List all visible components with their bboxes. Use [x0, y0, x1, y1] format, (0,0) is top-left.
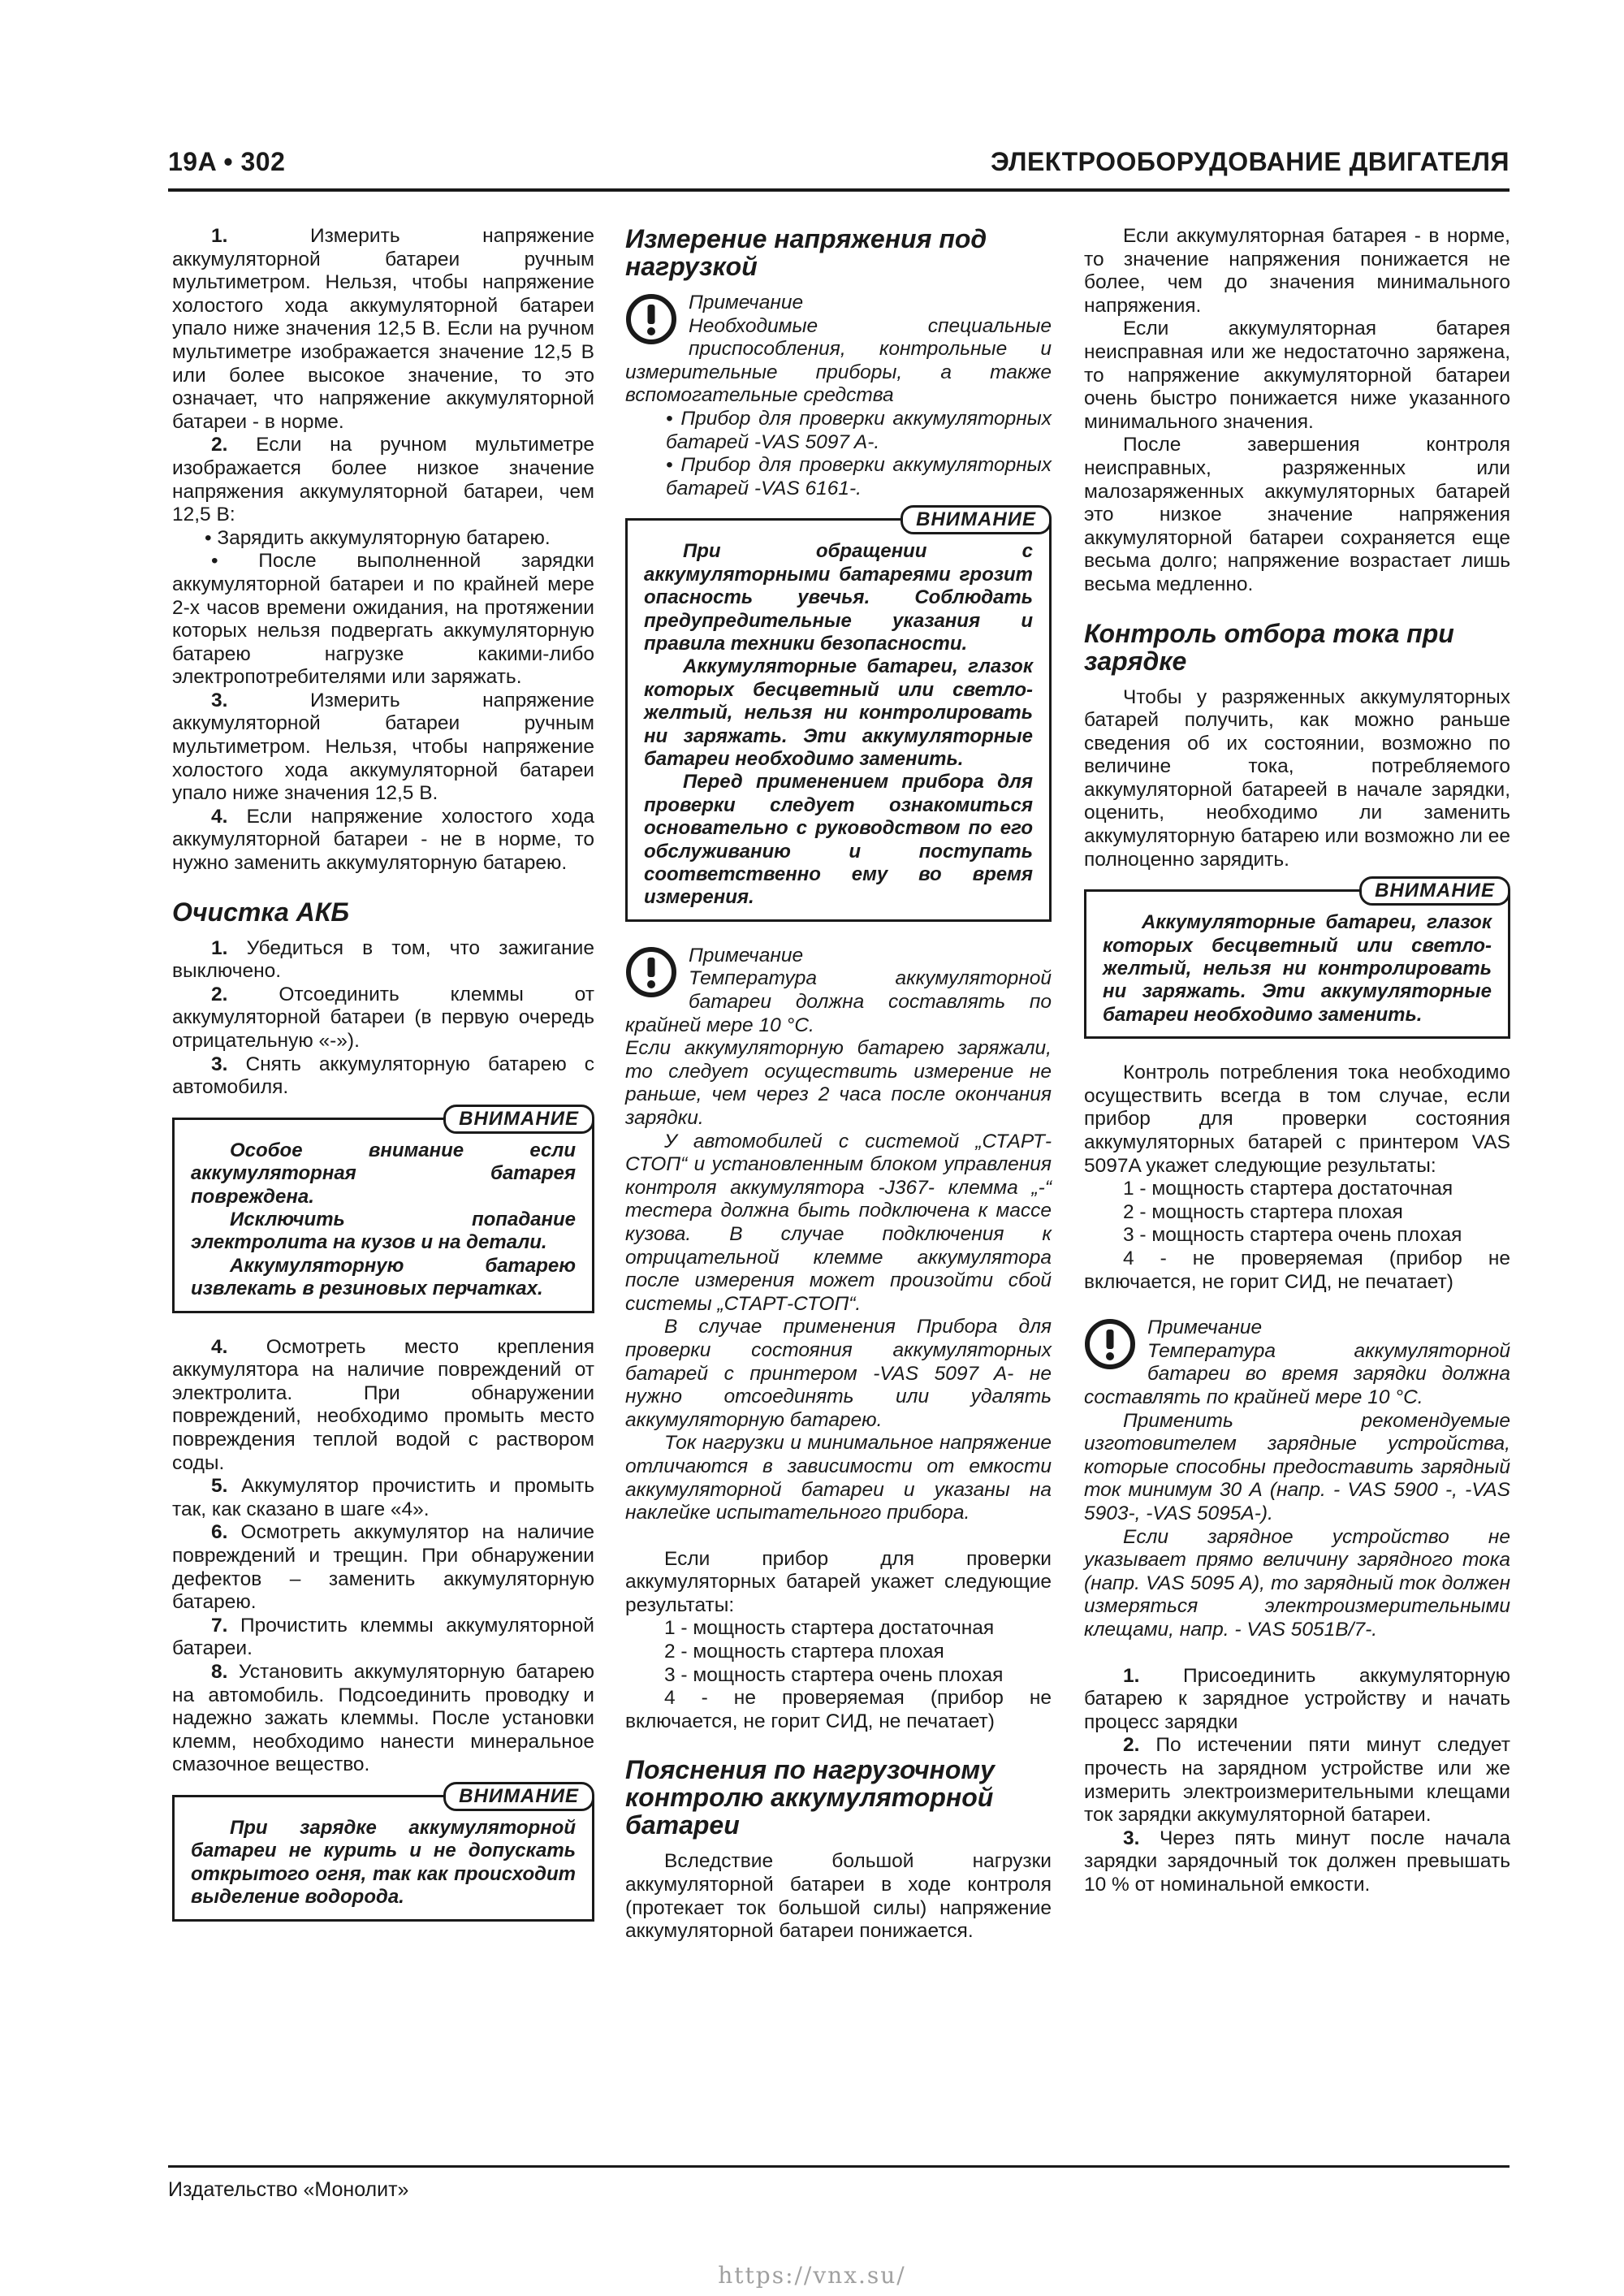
section-heading-clean: Очистка АКБ: [172, 897, 350, 927]
step-paragraph: 1. Убедиться в том, что зажигание выключено.: [172, 936, 594, 983]
column-right: [1084, 225, 1510, 1896]
step-paragraph: 3. Измерить напряжение аккумуляторной батареи ручным мультиметром. Нельзя, чтобы напряжение холостого хода аккумуляторной батареи упало ниже значения 12,5 В.: [172, 689, 594, 805]
bullet-item: • Зарядить аккумуляторную батарею.: [205, 526, 551, 549]
section-heading-explanation: Пояснения по нагрузочному контролю аккумуляторной батареи: [625, 1755, 995, 1840]
result-item: 1 - мощность стартера достаточная: [664, 1617, 995, 1640]
step-paragraph: 3. Через пять минут после начала зарядки зарядочный ток должен превышать 10 % от номинальной емкости.: [1084, 1827, 1511, 1896]
step-paragraph: 4. Осмотреть место крепления аккумулятора на наличие повреждений от электролита. При обнаружении повреждений, необходимо промыть место повреждения теплой водой с раствором соды.: [172, 1335, 594, 1474]
exclamation-icon: [625, 293, 677, 345]
warning-label: ВНИМАНИЕ: [1359, 876, 1510, 906]
note-block: Примечание Температура аккумуляторной батареи во время зарядки должна составлять по крайней мере 10 °C. Применить рекомендуемые изготовителем зарядные устройства, которые способны предоставить зарядный ток минимум 30 А (напр. - VAS 5900 -, -VAS 5903-, -VAS 5095A-). Если зарядное устройство не указывает прямо величину зарядного тока (напр. VAS 5095 A), то зарядный ток должен измеряться электроизмерительными клещами, напр. - VAS 5051B/7-.: [1084, 1317, 1510, 1641]
warning-box: ВНИМАНИЕ При зарядке аккумуляторной батареи не курить и не допускать открытого огня, так как происходит выделение водорода.: [172, 1795, 594, 1922]
warning-box: ВНИМАНИЕ При обращении с аккумуляторными батареями грозит опасность увечья. Соблюдать предупредительные указания и правила техники безопасности. Аккумуляторные батареи, глазок которых бесцветный или светло-желтый, нельзя ни контролировать ни заряжать. Эти аккумуляторные батареи необходимо заменить. Перед применением прибора для проверки следует ознакомиться основательно с руководством по его обслуживанию и поступать соответственно ему во время измерения.: [625, 518, 1052, 922]
step-paragraph: 1. Измерить напряжение аккумуляторной батареи ручным мультиметром. Нельзя, чтобы напряжение холостого хода аккумуляторной батареи упало ниже значения 12,5 В. Если на ручном мультиметре изображается значение 12,5 В или более высокое значение, то это означает, что напряжение аккумуляторной батареи - в норме.: [172, 225, 594, 433]
warning-label: ВНИМАНИЕ: [901, 505, 1052, 534]
bullet-item: • После выполненной зарядки аккумуляторной батареи и по крайней мере 2-х часов времени ожидания, на протяжении которых нельзя подвергать аккумуляторную батарею нагрузке какими-либо электропотребителями или заряжать.: [172, 550, 594, 689]
note-block: Примечание Необходимые специальные приспособления, контрольные и измерительные приборы, а также вспомогательные средства • Прибор для проверки аккумуляторных батарей -VAS 5097 A-. • Прибор для проверки аккумуляторных батарей -VAS 6161-.: [625, 292, 1052, 499]
body-paragraph: Если аккумуляторная батарея неисправная или же недостаточно заряжена, то напряжение аккумуляторной батареи очень быстро понижается ниже указанного минимального значения.: [1084, 318, 1510, 433]
body-paragraph: После завершения контроля неисправных, разряженных или малозаряженных аккумуляторных батарей это низкое значение напряжения аккумуляторной батареи сохраняется еще весьма долго; напряжение возрастает лишь весьма медленно.: [1084, 434, 1510, 595]
step-paragraph: 2. Если на ручном мультиметре изображается более низкое значение напряжения аккумуляторной батареи, чем 12,5 В:: [172, 434, 594, 526]
result-item: 4 - не проверяемая (прибор не включается, не горит СИД, не печатает): [625, 1687, 1052, 1732]
warning-box: ВНИМАНИЕ Аккумуляторные батареи, глазок которых бесцветный или светло-желтый, нельзя ни контролировать ни заряжать. Эти аккумуляторные батареи необходимо заменить.: [1084, 889, 1510, 1039]
body-paragraph: Если аккумуляторная батарея - в норме, то значение напряжения понижается не более, чем до значения минимального напряжения.: [1084, 225, 1510, 317]
note-block: Примечание Температура аккумуляторной батареи должна составлять по крайней мере 10 °C. Если аккумуляторную батарею заряжали, то следует осуществить измерение не раньше, чем через 2 часа после окончания зарядки. У автомобилей с системой „СТАРТ-СТОП“ и установленным блоком управления контроля аккумулятора -J367- клемма „-“ тестера должна быть подключена к массе кузова. В случае подключения к отрицательной клемме аккумулятора после измерения может произойти сбой системы „СТАРТ-СТОП“. В случае применения Прибора для проверки состояния аккумуляторных батарей с принтером -VAS 5097 A- не нужно отсоединять или удалять аккумуляторную батарею. Ток нагрузки и минимальное напряжение отличаются в зависимости от емкости аккумуляторной батареи и указаны на наклейке испытательного прибора.: [625, 944, 1052, 1524]
result-item: 2 - мощность стартера плохая: [664, 1641, 944, 1663]
result-item: 1 - мощность стартера достаточная: [1123, 1178, 1453, 1200]
page-number: 19A • 302: [168, 147, 286, 176]
section-heading-load: Измерение напряжения под нагрузкой: [625, 224, 987, 281]
exclamation-icon: [1084, 1318, 1136, 1370]
result-item: 3 - мощность стартера очень плохая: [1123, 1224, 1462, 1247]
body-paragraph: Контроль потребления тока необходимо осуществить всегда в том случае, если прибор для проверки состояния аккумуляторных батарей с принтером VAS 5097A укажет следующие результаты:: [1084, 1062, 1510, 1177]
step-paragraph: 2. По истечении пяти минут следует прочесть на зарядном устройстве или же измерить электроизмерительными клещами ток зарядки аккумуляторной батареи.: [1084, 1734, 1510, 1827]
step-paragraph: 5. Аккумулятор прочистить и промыть так, как сказано в шаге «4».: [172, 1475, 594, 1520]
result-item: 4 - не проверяемая (прибор не включается, не горит СИД, не печатает): [1084, 1247, 1510, 1293]
warning-label: ВНИМАНИЕ: [443, 1105, 594, 1134]
column-middle: [625, 225, 1052, 1944]
step-paragraph: 7. Прочистить клеммы аккумуляторной батареи.: [172, 1614, 594, 1660]
section-heading-current: Контроль отбора тока при зарядке: [1084, 618, 1454, 676]
body-paragraph: Вследствие большой нагрузки аккумуляторной батареи в ходе контроля (протекает ток большой силы) напряжение аккумуляторной батареи понижается.: [625, 1850, 1052, 1943]
step-paragraph: 6. Осмотреть аккумулятор на наличие повреждений и трещин. При обнаружении дефектов – заменить аккумуляторную батарею.: [172, 1521, 595, 1614]
column-left: [172, 225, 594, 1922]
warning-label: ВНИМАНИЕ: [443, 1782, 594, 1811]
result-item: 3 - мощность стартера очень плохая: [664, 1663, 1004, 1686]
footer-divider: [168, 2165, 1510, 2168]
result-item: 2 - мощность стартера плохая: [1123, 1200, 1403, 1223]
step-paragraph: 1. Присоединить аккумуляторную батарею к зарядное устройству и начать процесс зарядки: [1084, 1664, 1510, 1733]
step-paragraph: 8. Установить аккумуляторную батарею на автомобиль. Подсоединить проводку и надежно зажать клеммы. После установки клемм, необходимо нанести минеральное смазочное вещество.: [172, 1660, 594, 1776]
step-paragraph: 4. Если напряжение холостого хода аккумуляторной батареи - не в норме, то нужно заменить аккумуляторную батарею.: [172, 805, 595, 875]
step-paragraph: 3. Снять аккумуляторную батарею с автомобиля.: [172, 1053, 594, 1099]
publisher: Издательство «Монолит»: [168, 2178, 409, 2201]
watermark-link[interactable]: https://vnx.su/: [718, 2262, 906, 2289]
body-paragraph: Чтобы у разряженных аккумуляторных батарей получить, как можно раньше сведения об их состоянии, возможно по величине тока, потребляемого аккумуляторной батареей в начале зарядки, оценить, необходимо ли заменить аккумуляторную батарею или возможно ли ее полноценно зарядить.: [1084, 685, 1510, 871]
section-title: ЭЛЕКТРООБОРУДОВАНИЕ ДВИГАТЕЛЯ: [990, 147, 1510, 176]
results-intro: Если прибор для проверки аккумуляторных батарей укажет следующие результаты:: [625, 1547, 1052, 1616]
header-divider: [168, 188, 1510, 192]
step-paragraph: 2. Отсоединить клеммы от аккумуляторной батареи (в первую очередь отрицательную «-»).: [172, 983, 594, 1052]
exclamation-icon: [625, 946, 677, 998]
warning-box: ВНИМАНИЕ Особое внимание если аккумуляторная батарея повреждена. Исключить попадание электролита на кузов и на детали. Аккумуляторную батарею извлекать в резиновых перчатках.: [172, 1118, 594, 1313]
